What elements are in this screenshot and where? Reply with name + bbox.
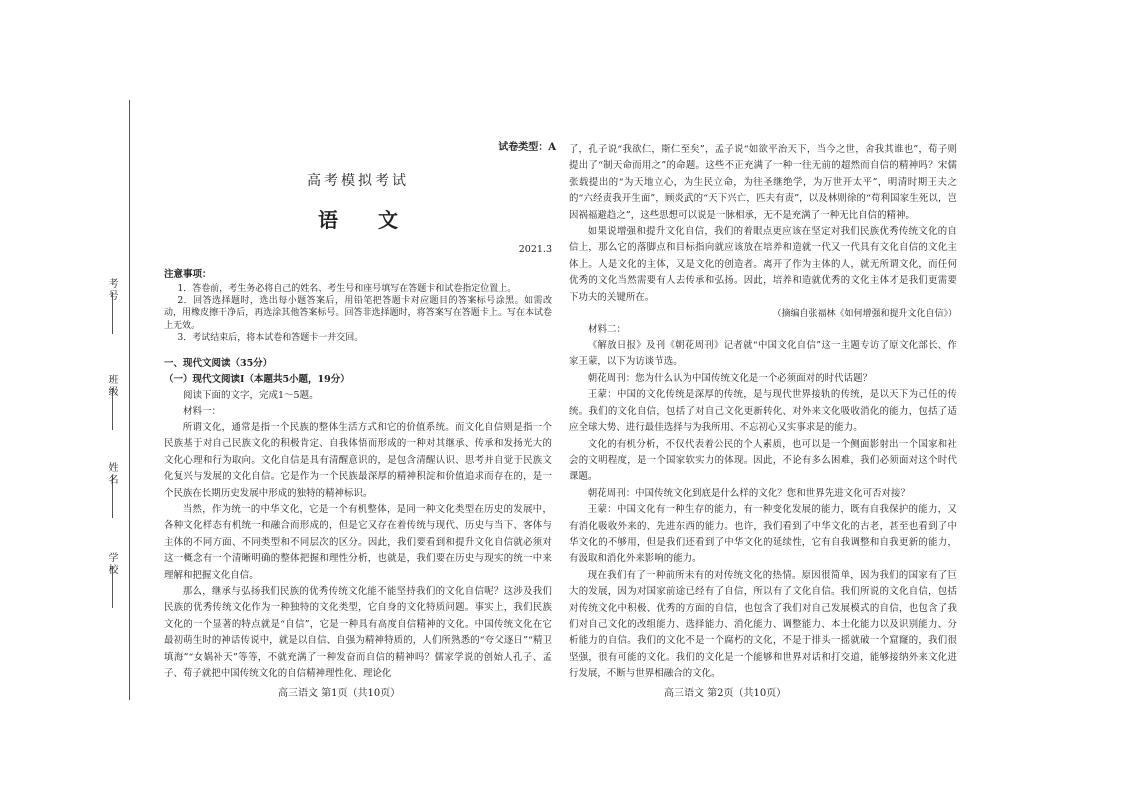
page-1-footer: 高三语文 第1页（共10页） (278, 688, 401, 699)
paragraph: 所谓文化，通常是指一个民族的整体生活方式和它的价值系统。而文化自信则是指一个民族基于对自己民族文化的积极肯定、自我体悟而形成的一种对其继承、传承和发扬光大的文化心理和行为取向。文化自信是具有清醒意识的，是包含清醒认识、思考并自觉于民族文化复兴与发展的文化自信。它是作为一个民族最深厚的精神积淀和价值追求而存在的，是一个民族在长期历史发展中形成的独特的精神标识。 (164, 422, 552, 499)
citation: （摘编自张福林《如何增强和提升文化自信》） (772, 309, 957, 320)
notice-block (164, 267, 552, 344)
paragraph: 了，孔子说“我欲仁，斯仁至矣”，孟子说“如欲平治天下，当今之世，舍我其谁也”，荀子则提出了“制天命而用之”的命题。这些不正充满了一种一往无前的超然而自信的精神吗？宋儒张载提出的“为天地立心，为生民立命，为往圣继绝学，为万世开太平”，明清时期王夫之的“六经责我开生面”，顾炎武的“天下兴亡，匹夫有责”，以及林则徐的“苟利国家生死以，岂因祸福避趋之”，这些思想可以说是一脉相承，无不是充满了一种无比自信的精神。 (569, 144, 957, 221)
interview-question: 朝花周刊：中国传统文化到底是什么样的文化？您和世界先进文化可否对接？ (587, 487, 910, 499)
material-2-label: 材料二： (588, 324, 627, 336)
subsection-heading: （一）现代文阅读Ⅰ（本题共5小题，19分） (164, 374, 350, 386)
paragraph: 《解放日报》及刊《朝花周刊》记者就“中国文化自信”这一主题专访了原文化部长、作家王蒙，以下为访谈节选。 (569, 340, 957, 368)
interview-answer: 文化的有机分析，不仅代表着公民的个人素质，也可以是一个侧面影射出一个国家和社会的文明程度，是一个国家软实力的体现。因此，不论有多么困难，我们必须面对这个时代课题。 (569, 438, 957, 483)
school-label: 学校 (106, 552, 117, 576)
interview-question: 朝花周刊：您为什么认为中国传统文化是一个必须面对的时代话题？ (587, 372, 873, 384)
exam-title: 高考模拟考试 (307, 173, 409, 189)
paragraph: 那么，继承与弘扬我们民族的优秀传统文化能不能坚持我们的文化自信呢？这涉及我们民族的优秀传统文化作为一种独特的文化类型，它自身的文化特质问题。事实上，我们民族文化的一个显著的特点就是“自信”，它是一种具有高度自信精神的文化。中国传统文化在它最初萌生时的神话传说中，就是以自信、自强为精神特质的，人们所熟悉的“夸父逐日”“精卫填海”“女娲补天”等等，不就充满了一种发奋而自信的精神吗？儒家学说的创始人孔子、孟子、荀子就把中国传统文化的自信精神理性化、理论化 (164, 586, 552, 680)
page-1 (164, 138, 556, 683)
paragraph: 如果说增强和提升文化自信，我们的着眼点更应该在坚定对我们民族优秀传统文化的自信上，那么它的落脚点和目标指向就应该放在培养和造就一代又一代具有文化自信的文化主体上。人是文化的主体，又是文化的创造者。离开了作为主体的人，就无所谓文化，而任何优秀的文化当然需要有人去传承和弘扬。因此，培养和造就优秀的文化主体才是我们更需要下功夫的关键所在。 (569, 226, 957, 303)
section-heading: 一、现代文阅读（35分） (164, 358, 273, 370)
notice-item-3: 3．考试结束后，将本试卷和答题卡一并交回。 (177, 332, 364, 343)
class-label: 班级 (106, 374, 117, 398)
name-label: 姓名 (106, 462, 117, 486)
subject-title: 语 文 (318, 208, 398, 232)
interview-answer: 王蒙：中国文化有一种生存的能力，有一种变化发展的能力，既有自我保护的能力，又有消化吸收外来的、先进东西的能力。也许，我们看到了中华文化的古老，甚至也看到了中华文化的不够用，但是我们还看到了中华文化的延续性，它有自我调整和自我更新的能力，有汲取和消化外来影响的能力。 (569, 504, 957, 565)
notice-item-2: 2．回答选择题时，选出每小题答案后，用铅笔把答题卡对应题目的答案标号涂黑。如需改动，用橡皮擦干净后，再选涂其他答案标号。回答非选择题时，将答案写在答题卡上。写在本试卷上无效。 (164, 296, 552, 331)
page-2-footer: 高三语文 第2页（共10页） (664, 688, 787, 699)
binding-line (129, 100, 130, 700)
notice-item-1: 1．答卷前，考生务必将自己的姓名、考生号和座号填写在答题卡和试卷指定位置上。 (177, 284, 517, 294)
interview-answer: 王蒙：中国的文化传统是深厚的传统，是与现代世界接轨的传统，是以天下为己任的传统。我们的文化自信，包括了对自己文化更新转化、对外来文化吸收消化的能力，包括了适应全球大势、进行最佳选择与为我所用、不忘初心又实事求是的能力。 (569, 389, 957, 434)
instruction: 阅读下面的文字，完成1～5题。 (183, 390, 319, 402)
paragraph: 当然，作为统一的中华文化，它是一个有机整体，是同一种文化类型在历史的发展中，各种文化样态有机统一和融合而形成的，但是它又存在着传统与现代、历史与当下、客体与主体的不同方面、不同类型和不同层次的区分。因此，我们要看到和提升文化自信就必须对这一概念有一个清晰明确的整体把握和理性分析，也就是，我们要在历史与现实的统一中来理解和把握文化自信。 (164, 504, 552, 581)
exam-number-label: 考号 (106, 278, 117, 302)
exam-type: 试卷类型：A (498, 142, 556, 153)
material-1-label: 材料一： (183, 406, 222, 418)
notice-heading: 注意事项： (164, 269, 212, 280)
interview-answer: 现在我们有了一种前所未有的对传统文化的热情。原因很简单，因为我们的国家有了巨大的发展，因为对国家前途已经有了自信，所以有了文化自信。我们所说的文化自信，包括对传统文化中积极、优秀的方面的自信，也包含了我们对自己发展模式的自信，也包含了我们对自己文化的改组能力、选择能力、消化能力、调整能力、本土化能力以及识别能力、分析能力的自信。我们的文化不是一个腐朽的文化，不是于排头一摇就破一个窟窿的，我们很坚强，很有可能的文化。我们的文化是一个能够和世界对话和打交道，能够接纳外来文化进行发展，不断与世界相融合的文化。 (569, 569, 957, 680)
exam-date: 2021.3 (518, 244, 552, 255)
page-2 (569, 142, 957, 683)
